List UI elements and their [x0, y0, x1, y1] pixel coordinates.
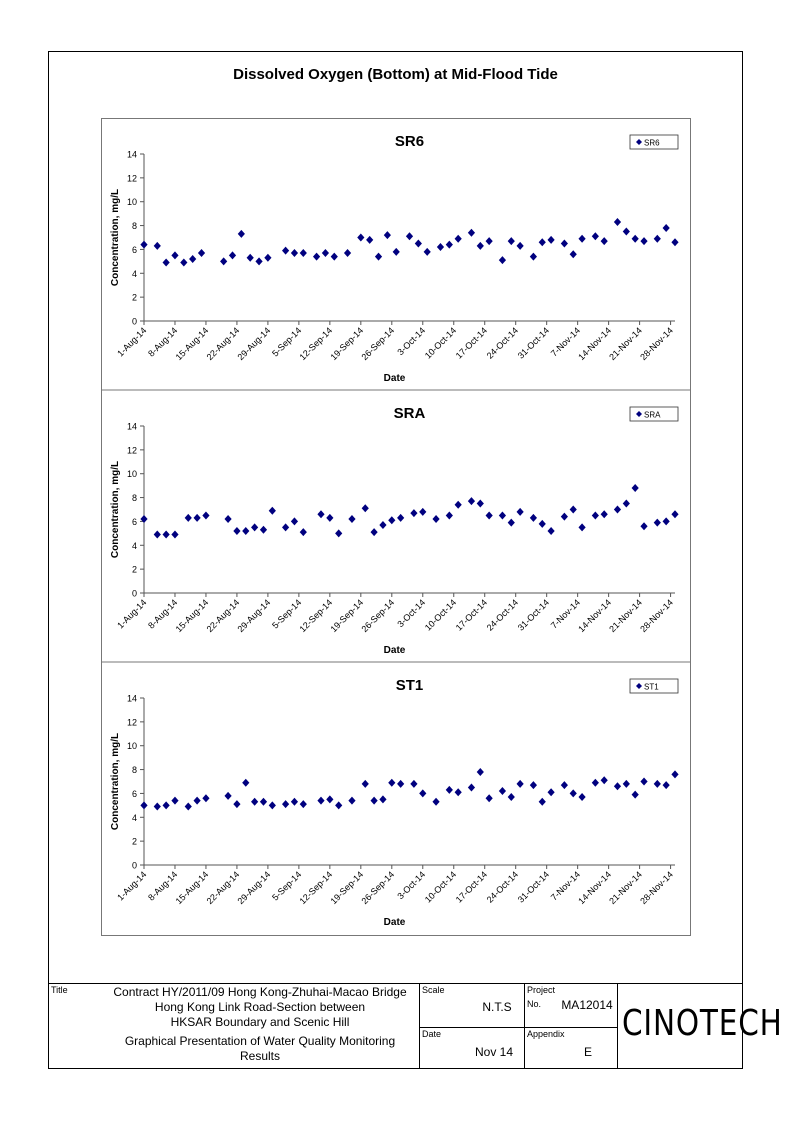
data-point: [486, 237, 493, 245]
y-tick-label: 10: [126, 469, 137, 480]
x-axis-label: Date: [383, 917, 406, 928]
data-point: [592, 511, 599, 519]
x-tick-label: 8-Aug-14: [146, 325, 180, 359]
data-point: [499, 511, 506, 519]
data-point: [379, 521, 386, 529]
data-point: [344, 249, 351, 257]
title-line-3: HKSAR Boundary and Scenic Hill: [170, 1015, 350, 1029]
data-point: [548, 527, 555, 535]
y-tick-label: 0: [131, 316, 137, 327]
data-point: [561, 513, 568, 521]
data-point: [592, 232, 599, 240]
data-point: [326, 795, 333, 803]
data-point: [654, 519, 661, 527]
y-tick-label: 8: [131, 493, 137, 504]
data-point: [632, 235, 639, 243]
data-point: [194, 797, 201, 805]
appendix-value: E: [583, 1045, 592, 1059]
data-point: [384, 231, 391, 239]
legend-label: SRA: [644, 410, 661, 420]
data-point: [335, 529, 342, 537]
page-title: Dissolved Oxygen (Bottom) at Mid-Flood Tide: [233, 66, 558, 83]
data-point: [499, 256, 506, 264]
data-point: [255, 257, 262, 265]
y-tick-label: 2: [131, 564, 137, 575]
title-line-5: Results: [239, 1049, 280, 1063]
data-point: [397, 780, 404, 788]
x-tick-label: 28-Nov-14: [638, 869, 675, 907]
data-point: [671, 238, 678, 246]
x-axis-label: Date: [383, 373, 406, 384]
x-tick-label: 17-Oct-14: [453, 869, 490, 905]
data-point: [220, 257, 227, 265]
x-tick-label: 3-Oct-14: [395, 597, 428, 630]
data-point: [366, 236, 373, 244]
x-tick-label: 7-Nov-14: [548, 869, 583, 903]
data-point: [393, 248, 400, 256]
x-tick-label: 28-Nov-14: [638, 325, 675, 363]
x-tick-label: 15-Aug-14: [173, 869, 211, 907]
data-point: [410, 509, 417, 517]
y-tick-label: 0: [131, 860, 137, 871]
data-point: [242, 779, 249, 787]
data-point: [291, 517, 298, 525]
data-point: [468, 497, 475, 505]
data-point: [140, 241, 147, 249]
y-tick-label: 10: [126, 197, 137, 208]
chart-title: ST1: [395, 677, 424, 694]
x-tick-label: 1-Aug-14: [115, 869, 149, 903]
data-point: [601, 776, 608, 784]
x-tick-label: 29-Aug-14: [235, 325, 273, 363]
y-tick-label: 14: [126, 421, 137, 432]
data-point: [640, 522, 647, 530]
chart-title: SRA: [393, 405, 426, 422]
data-point: [163, 531, 170, 539]
data-point: [189, 255, 196, 263]
data-point: [140, 801, 147, 809]
data-point: [632, 791, 639, 799]
x-tick-label: 10-Oct-14: [422, 325, 459, 361]
y-tick-label: 12: [126, 173, 137, 184]
data-point: [437, 243, 444, 251]
data-point: [322, 249, 329, 257]
data-point: [233, 527, 240, 535]
x-tick-label: 19-Sep-14: [328, 325, 366, 363]
data-point: [578, 523, 585, 531]
x-tick-label: 14-Nov-14: [576, 597, 614, 635]
x-tick-label: 14-Nov-14: [576, 325, 614, 363]
x-tick-label: 31-Oct-14: [515, 597, 552, 633]
x-tick-label: 22-Aug-14: [204, 597, 242, 635]
data-point: [455, 501, 462, 509]
data-point: [371, 528, 378, 536]
x-tick-label: 12-Sep-14: [297, 325, 335, 363]
data-point: [317, 797, 324, 805]
y-tick-label: 6: [131, 788, 137, 799]
data-point: [419, 508, 426, 516]
data-point: [663, 517, 670, 525]
x-tick-label: 31-Oct-14: [515, 325, 552, 361]
x-tick-label: 17-Oct-14: [453, 325, 490, 361]
data-point: [671, 510, 678, 518]
data-point: [455, 788, 462, 796]
data-point: [468, 783, 475, 791]
y-tick-label: 0: [131, 588, 137, 599]
data-point: [397, 514, 404, 522]
data-point: [362, 780, 369, 788]
data-point: [317, 510, 324, 518]
scale-value: N.T.S: [482, 1000, 512, 1014]
data-point: [406, 232, 413, 240]
y-tick-label: 14: [126, 693, 137, 704]
data-point: [548, 236, 555, 244]
x-tick-label: 15-Aug-14: [173, 325, 211, 363]
y-tick-label: 6: [131, 244, 137, 255]
x-tick-label: 26-Sep-14: [359, 597, 397, 635]
y-tick-label: 2: [131, 836, 137, 847]
data-point: [623, 780, 630, 788]
data-point: [202, 794, 209, 802]
data-point: [517, 508, 524, 516]
data-point: [154, 242, 161, 250]
project-label: Project: [527, 985, 556, 995]
data-point: [477, 768, 484, 776]
data-point: [530, 781, 537, 789]
data-point: [539, 238, 546, 246]
data-point: [291, 798, 298, 806]
x-tick-label: 7-Nov-14: [548, 597, 583, 631]
data-point: [229, 251, 236, 259]
x-tick-label: 12-Sep-14: [297, 869, 335, 907]
title-label: Title: [51, 985, 68, 995]
chart-title: SR6: [394, 133, 425, 150]
data-point: [388, 516, 395, 524]
x-tick-label: 10-Oct-14: [422, 869, 459, 905]
data-point: [486, 511, 493, 519]
data-point: [517, 242, 524, 250]
data-point: [269, 507, 276, 515]
data-point: [185, 514, 192, 522]
data-point: [180, 259, 187, 267]
data-point: [194, 514, 201, 522]
x-tick-label: 3-Oct-14: [395, 325, 428, 358]
data-point: [238, 230, 245, 238]
x-axis-label: Date: [383, 645, 406, 656]
data-point: [486, 794, 493, 802]
data-point: [331, 253, 338, 261]
cinotech-logo: CINOTECH: [622, 1003, 783, 1044]
data-point: [548, 788, 555, 796]
x-tick-label: 24-Oct-14: [484, 325, 521, 361]
y-tick-label: 8: [131, 765, 137, 776]
data-point: [561, 239, 568, 247]
x-tick-label: 26-Sep-14: [359, 325, 397, 363]
x-tick-label: 7-Nov-14: [548, 325, 583, 359]
data-point: [671, 770, 678, 778]
data-point: [530, 514, 537, 522]
x-tick-label: 5-Sep-14: [270, 869, 304, 903]
x-tick-label: 21-Nov-14: [607, 325, 645, 363]
data-point: [432, 515, 439, 523]
data-point: [348, 515, 355, 523]
data-point: [388, 779, 395, 787]
legend-label: SR6: [644, 138, 660, 148]
data-point: [362, 504, 369, 512]
data-point: [432, 798, 439, 806]
data-point: [379, 795, 386, 803]
x-tick-label: 31-Oct-14: [515, 869, 552, 905]
x-tick-label: 14-Nov-14: [576, 869, 614, 907]
data-point: [171, 531, 178, 539]
x-tick-label: 26-Sep-14: [359, 869, 397, 907]
data-point: [477, 242, 484, 250]
data-point: [623, 228, 630, 236]
x-tick-label: 24-Oct-14: [484, 869, 521, 905]
x-tick-label: 19-Sep-14: [328, 597, 366, 635]
x-tick-label: 21-Nov-14: [607, 597, 645, 635]
date-value: Nov 14: [474, 1045, 514, 1059]
data-point: [154, 531, 161, 539]
x-tick-label: 8-Aug-14: [146, 597, 180, 631]
data-point: [154, 803, 161, 811]
data-point: [632, 484, 639, 492]
y-axis-label: Concentration, mg/L: [110, 732, 121, 831]
data-point: [614, 782, 621, 790]
data-point: [446, 786, 453, 794]
data-point: [601, 237, 608, 245]
data-point: [614, 506, 621, 514]
y-tick-label: 10: [126, 741, 137, 752]
data-point: [640, 778, 647, 786]
data-point: [260, 526, 267, 534]
y-tick-label: 14: [126, 149, 137, 160]
data-point: [224, 515, 231, 523]
data-point: [300, 528, 307, 536]
data-point: [499, 787, 506, 795]
data-point: [171, 797, 178, 805]
data-point: [570, 789, 577, 797]
data-point: [260, 798, 267, 806]
data-point: [224, 792, 231, 800]
data-point: [508, 237, 515, 245]
y-axis-label: Concentration, mg/L: [110, 188, 121, 287]
data-point: [242, 527, 249, 535]
data-point: [171, 251, 178, 259]
data-point: [410, 780, 417, 788]
data-point: [508, 519, 515, 527]
x-tick-label: 19-Sep-14: [328, 869, 366, 907]
data-point: [198, 249, 205, 257]
data-point: [313, 253, 320, 261]
data-point: [614, 218, 621, 226]
data-point: [570, 506, 577, 514]
data-point: [335, 801, 342, 809]
y-tick-label: 2: [131, 292, 137, 303]
data-point: [264, 254, 271, 262]
data-point: [455, 235, 462, 243]
data-point: [468, 229, 475, 237]
data-point: [424, 248, 431, 256]
project-no-label: No.: [527, 999, 542, 1009]
data-point: [539, 798, 546, 806]
title-line-2: Hong Kong Link Road-Section between: [154, 1000, 366, 1014]
x-tick-label: 1-Aug-14: [115, 325, 149, 359]
y-tick-label: 6: [131, 516, 137, 527]
charts-svg: [101, 118, 691, 936]
data-point: [202, 511, 209, 519]
data-point: [282, 800, 289, 808]
data-point: [508, 793, 515, 801]
x-tick-label: 1-Aug-14: [115, 597, 149, 631]
x-tick-label: 10-Oct-14: [422, 597, 459, 633]
x-tick-label: 5-Sep-14: [270, 597, 304, 631]
data-point: [663, 224, 670, 232]
data-point: [185, 803, 192, 811]
project-value: MA12014: [561, 998, 613, 1012]
scale-label: Scale: [422, 985, 445, 995]
data-point: [601, 510, 608, 518]
y-tick-label: 4: [131, 812, 137, 823]
data-point: [269, 801, 276, 809]
data-point: [300, 249, 307, 257]
data-point: [251, 798, 258, 806]
appendix-label: Appendix: [527, 1029, 565, 1039]
y-tick-label: 4: [131, 268, 137, 279]
data-point: [623, 500, 630, 508]
x-tick-label: 12-Sep-14: [297, 597, 335, 635]
data-point: [446, 241, 453, 249]
date-label: Date: [422, 1029, 442, 1039]
data-point: [654, 235, 661, 243]
data-point: [348, 797, 355, 805]
x-tick-label: 28-Nov-14: [638, 597, 675, 635]
data-point: [357, 234, 364, 242]
x-tick-label: 24-Oct-14: [484, 597, 521, 633]
x-tick-label: 5-Sep-14: [270, 325, 304, 359]
data-point: [247, 254, 254, 262]
data-point: [251, 523, 258, 531]
y-tick-label: 12: [126, 445, 137, 456]
data-point: [300, 800, 307, 808]
data-point: [371, 797, 378, 805]
data-point: [640, 237, 647, 245]
data-point: [375, 253, 382, 261]
data-point: [282, 247, 289, 255]
data-point: [415, 239, 422, 247]
legend-label: ST1: [644, 682, 659, 692]
x-tick-label: 3-Oct-14: [395, 869, 428, 902]
data-point: [663, 781, 670, 789]
data-point: [539, 520, 546, 528]
y-axis-label: Concentration, mg/L: [110, 460, 121, 559]
data-point: [163, 801, 170, 809]
data-point: [282, 523, 289, 531]
data-point: [517, 780, 524, 788]
data-point: [291, 249, 298, 257]
y-tick-label: 8: [131, 221, 137, 232]
data-point: [561, 781, 568, 789]
data-point: [326, 514, 333, 522]
x-tick-label: 22-Aug-14: [204, 325, 242, 363]
data-point: [419, 789, 426, 797]
data-point: [578, 235, 585, 243]
y-tick-label: 4: [131, 540, 137, 551]
x-tick-label: 8-Aug-14: [146, 869, 180, 903]
data-point: [477, 500, 484, 508]
x-tick-label: 15-Aug-14: [173, 597, 211, 635]
y-tick-label: 12: [126, 717, 137, 728]
title-line-4: Graphical Presentation of Water Quality Monitoring: [124, 1034, 396, 1048]
data-point: [578, 793, 585, 801]
data-point: [163, 259, 170, 267]
data-point: [233, 800, 240, 808]
data-point: [530, 253, 537, 261]
data-point: [446, 511, 453, 519]
x-tick-label: 22-Aug-14: [204, 869, 242, 907]
x-tick-label: 17-Oct-14: [453, 597, 490, 633]
data-point: [570, 250, 577, 258]
data-point: [654, 780, 661, 788]
x-tick-label: 21-Nov-14: [607, 869, 645, 907]
title-line-1: Contract HY/2011/09 Hong Kong-Zhuhai-Macao Bridge: [113, 985, 407, 999]
data-point: [592, 779, 599, 787]
x-tick-label: 29-Aug-14: [235, 597, 273, 635]
x-tick-label: 29-Aug-14: [235, 869, 273, 907]
